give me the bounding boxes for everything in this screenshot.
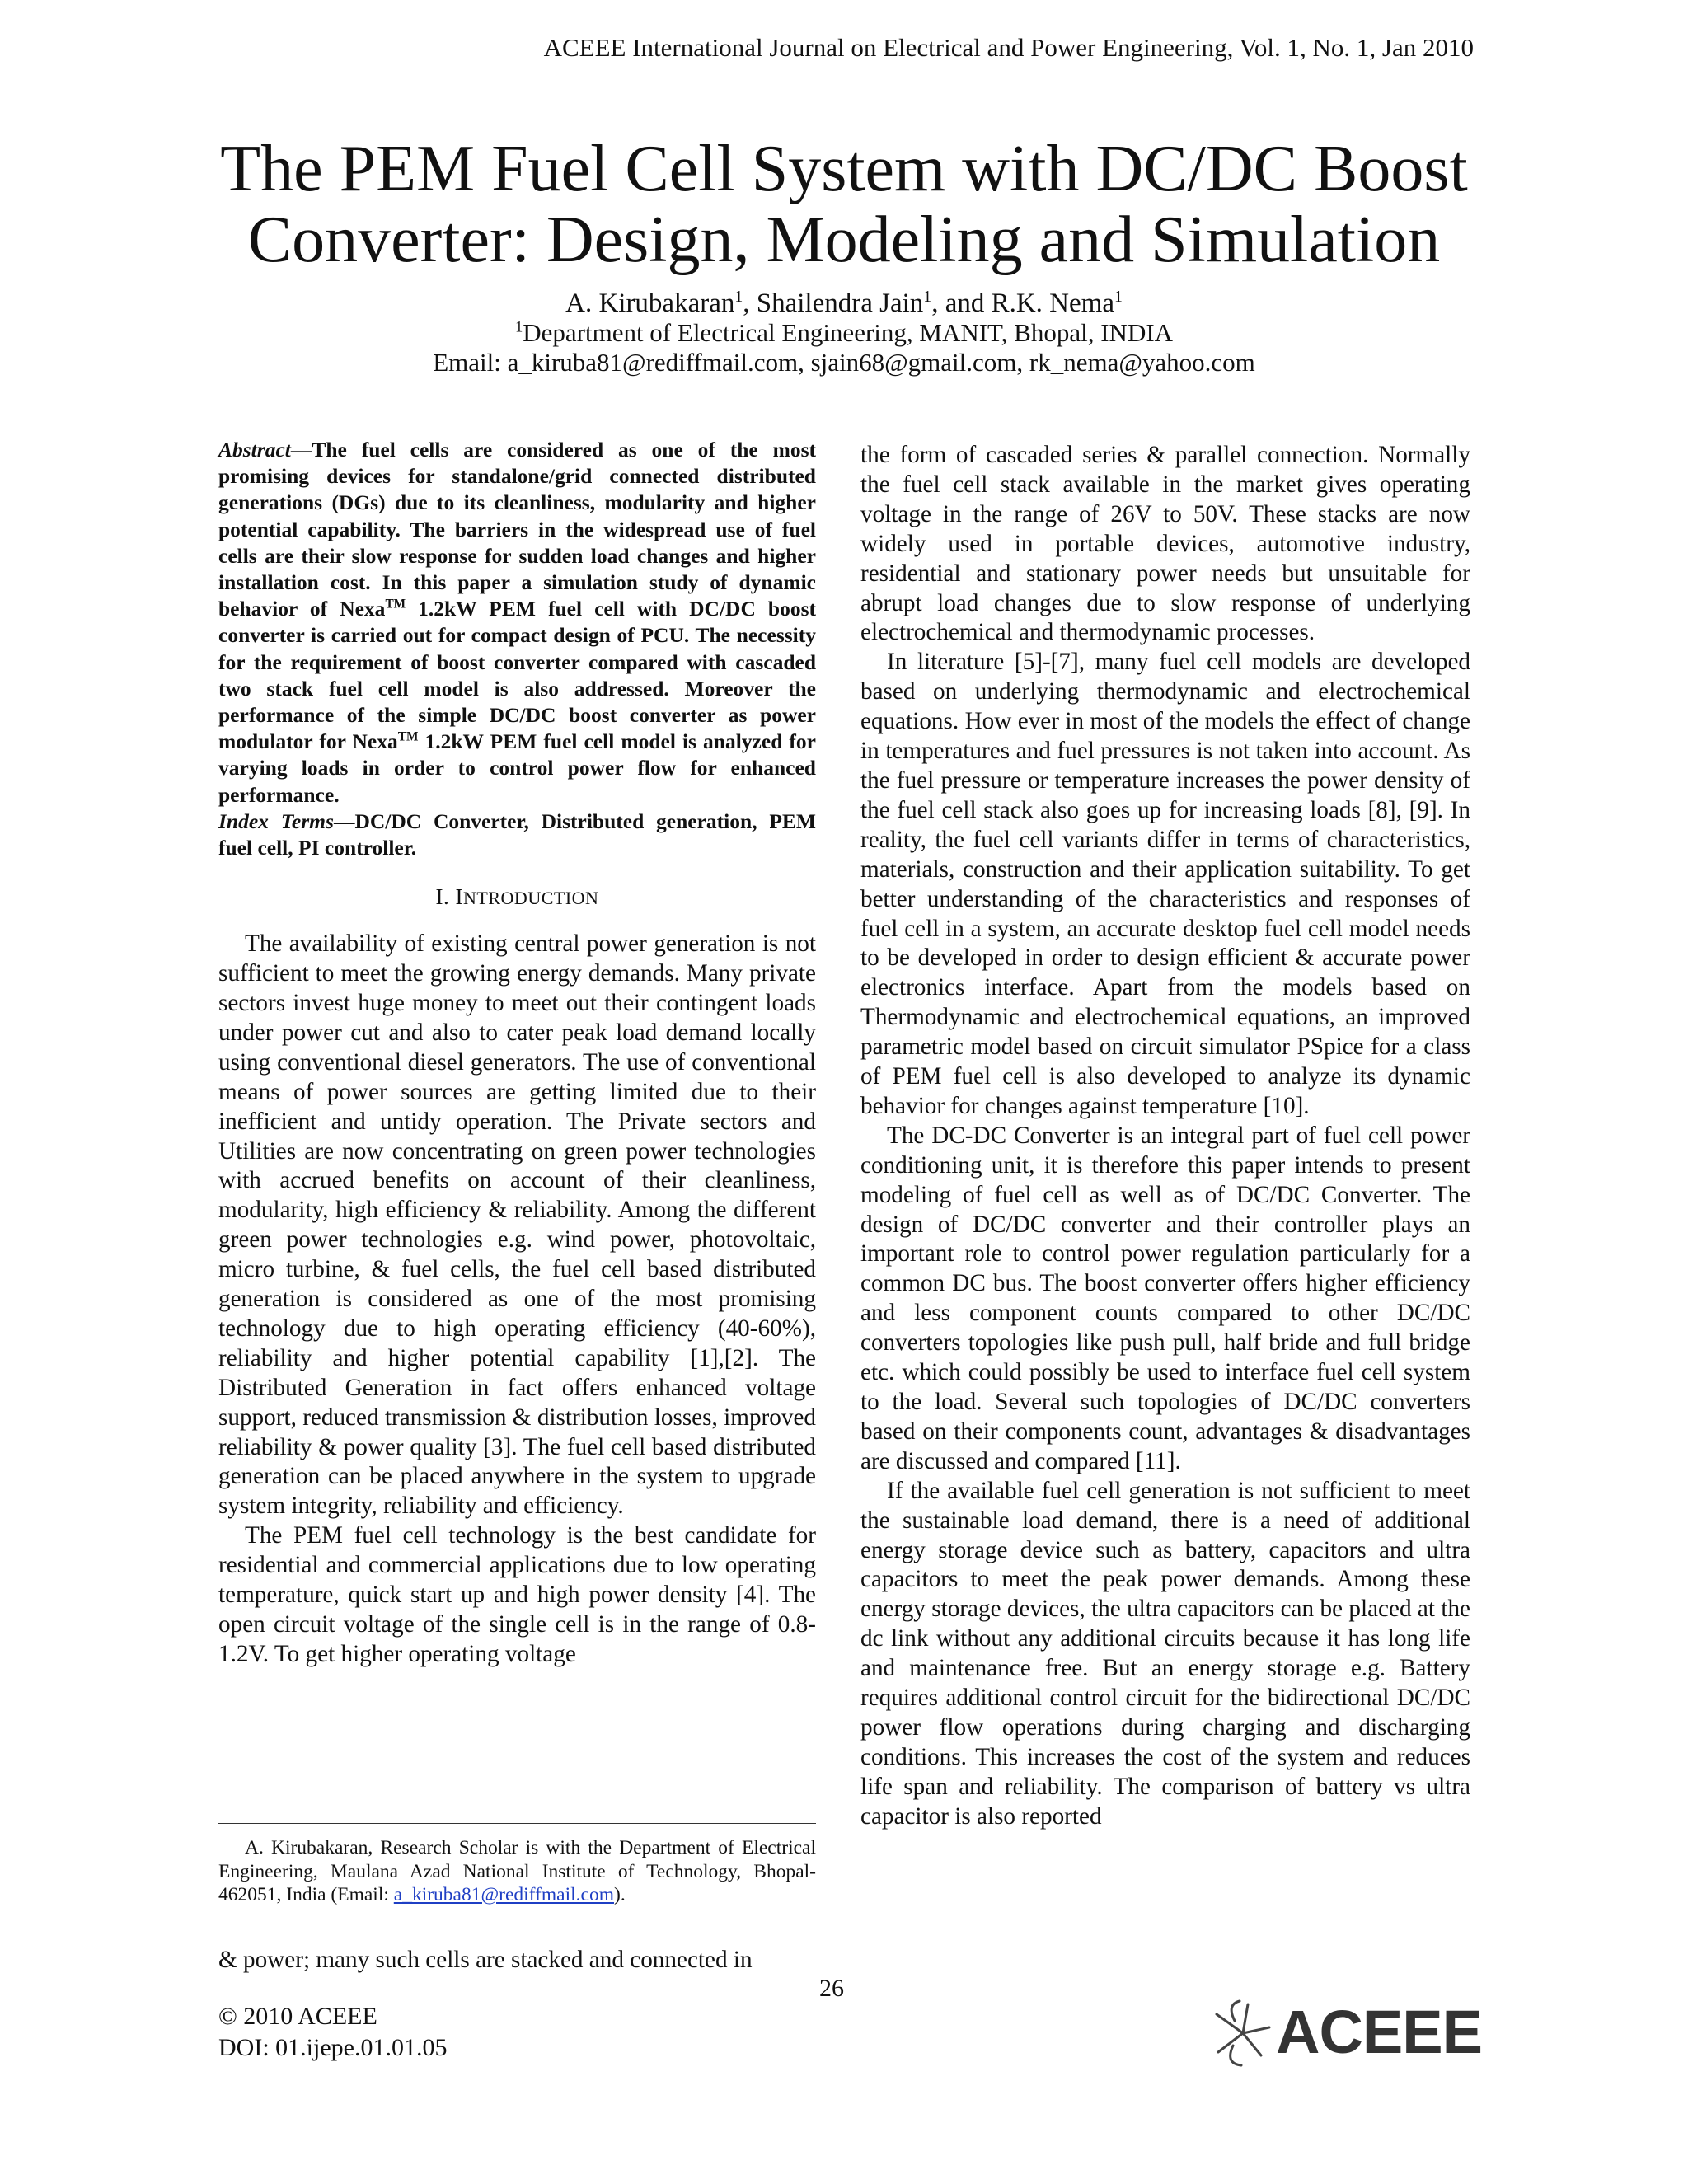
section-title: NTRODUCTION [463, 888, 599, 909]
right-paragraph-4: If the available fuel cell generation is not sufficient to meet the sustainable load demand, there is a need of additional energy storage device such as battery, capacitors and ultra capacitors to meet the peak power demands. Among these energy storage devices, the ultra capacitors can be placed at the dc link without any additional circuits because it has long life and maintenance free. But an energy storage e.g. Battery requires additional control circuit for the bidirectional DC/DC power flow operations during charging and discharging conditions. This increases the cost of the system and reduces life span and reliability. The comparison of battery vs ultra capacitor is also reported [860, 1477, 1470, 1830]
author-affiliation-mark: 1 [923, 288, 932, 306]
author-name: , and R.K. Nema [931, 288, 1114, 318]
index-terms-text: —DC/DC Converter, Distributed generation, PEM fuel cell, PI controller. [218, 808, 816, 860]
abstract [218, 437, 816, 808]
author-affiliation-mark: 1 [1114, 288, 1123, 306]
affiliation-text: Department of Electrical Engineering, MANIT, Bhopal, INDIA [523, 318, 1174, 347]
logo-wordmark: ACEEE [1276, 1998, 1482, 2066]
abstract-text: 1.2kW PEM fuel cell model is analyzed for varying loads in order to control power flow for enhanced performance. [218, 729, 816, 807]
trademark-mark: TM [385, 597, 406, 612]
author-footnote [218, 1836, 816, 1907]
left-column [218, 437, 816, 1670]
abstract-label: Abstract [218, 438, 291, 462]
page-number: 26 [819, 1975, 844, 2002]
index-terms-label: Index Terms [218, 808, 334, 833]
right-paragraph-1: the form of cascaded series & parallel connection. Normally the fuel cell stack available in the market gives operating voltage in the range of 26V to 50V. These stacks are now widely used in portable devices, automotive industry, residential and stationary power needs but unsuitable for abrupt load changes due to slow response of underlying electrochemical and thermodynamic processes. [860, 442, 1470, 646]
footnote-email-link[interactable]: a_kiruba81@rediffmail.com [393, 1884, 614, 1905]
index-terms [218, 808, 816, 861]
author-affiliation-mark: 1 [734, 288, 743, 306]
author-list [0, 288, 1688, 318]
title-line-2: Converter: Design, Modeling and Simulation [247, 204, 1441, 276]
section-initial: I [455, 884, 464, 910]
author-emails: Email: a_kiruba81@rediffmail.com, sjain68@gmail.com, rk_nema@yahoo.com [433, 348, 1255, 377]
trademark-mark: TM [397, 729, 419, 744]
author-name: A. Kirubakaran [565, 288, 735, 318]
right-paragraph-3: The DC-DC Converter is an integral part of fuel cell power conditioning unit, it is therefore this paper intends to present modeling of fuel cell as well as of DC/DC Converter. The design of DC/DC converter and their controller plays an important role to control power regulation particularly for a common DC bus. The boost converter offers higher efficiency and less component counts compared to other DC/DC converters topologies like push pull, half bride and full bridge etc. which could possibly be used to interface fuel cell system to the load. Several such topologies of DC/DC converters based on their components count, advantages & disadvantages are discussed and compared [11]. [860, 1122, 1470, 1474]
section-number: I. [435, 884, 456, 910]
abstract-text: —The fuel cells are considered as one of the most promising devices for standalone/grid connected distributed generations (DGs) due to its cleanliness, modularity and higher potential capability. The barriers in the widespread use of fuel cells are their slow response for sudden load changes and higher installation cost. In this paper a simulation study of dynamic behavior of Nexa [218, 438, 816, 621]
abstract-text: 1.2kW PEM fuel cell with DC/DC boost converter is carried out for compact design of PCU. The necessity for the requirement of boost converter compared with cascaded two stack fuel cell model is also addressed. Moreover the performance of the simple DC/DC boost converter as power modulator for Nexa [218, 597, 816, 754]
footnote-divider [218, 1823, 816, 1824]
affiliation [0, 318, 1688, 348]
section-heading-introduction [218, 883, 816, 913]
intro-paragraph-1: The availability of existing central power generation is not sufficient to meet the growing energy demands. Many private sectors invest huge money to meet out their contingent loads under power cut and also to cater peak load demand locally using conventional diesel generators. The use of conventional means of power sources are getting limited due to their inefficient and untidy operation. The Private sectors and Utilities are now concentrating on green power technologies with accrued benefits on account of their cleanliness, modularity, high efficiency & reliability. Among the different green power technologies e.g. wind power, photovoltaic, micro turbine, & fuel cells, the fuel cell based distributed generation is considered as one of the most promising technology due to high operating efficiency (40-60%), reliability and higher potential capability [1],[2]. The Distributed Generation in fact offers enhanced voltage support, reduced transmission & distribution losses, improved reliability & power quality [3]. The fuel cell based distributed generation can be placed anywhere in the system to upgrade system integrity, reliability and efficiency. [218, 930, 816, 1520]
title-line-1: The PEM Fuel Cell System with DC/DC Boost [220, 133, 1468, 205]
footnote-end: ). [614, 1884, 626, 1905]
right-column [860, 441, 1470, 1832]
intro-paragraph-2: The PEM fuel cell technology is the best candidate for residential and commercial applications due to low operating temperature, quick start up and high power density [4]. The open circuit voltage of the single cell is in the range of 0.8-1.2V. To get higher operating voltage [218, 1522, 816, 1667]
author-name: , Shailendra Jain [743, 288, 924, 318]
footnote-text: A. Kirubakaran, Research Scholar is with the Department of Electrical Engineering, Maulana Azad National Institute of Technology, Bhopal-462051, India (Email: [218, 1837, 816, 1905]
right-paragraph-2: In literature [5]-[7], many fuel cell models are developed based on underlying thermodynamic and electrochemical equations. How ever in most of the models the effect of change in temperatures and fuel pressures is not taken into account. As the fuel pressure or temperature increases the power density of the fuel cell stack also goes up for increasing loads [8], [9]. In reality, the fuel cell variants differ in terms of characteristics, materials, construction and their application suitability. To get better understanding of the characteristics and responses of fuel cell in a system, an accurate desktop fuel cell model needs to be developed in order to design efficient & accurate power electronics interface. Apart from the models based on Thermodynamic and electrochemical equations, an improved parametric model based on circuit simulator PSpice for a class of PEM fuel cell is also developed to analyze its dynamic behavior for changes against temperature [10]. [860, 649, 1470, 1119]
paper-title [0, 134, 1688, 275]
author-block [0, 288, 1688, 377]
journal-header: ACEEE International Journal on Electrical and Power Engineering, Vol. 1, No. 1, Jan 2010 [543, 33, 1474, 62]
affiliation-mark: 1 [514, 318, 523, 336]
copyright-notice: © 2010 ACEEE [218, 2003, 377, 2030]
doi: DOI: 01.ijepe.01.01.05 [218, 2034, 448, 2061]
left-column-tail-text: & power; many such cells are stacked and connected in [218, 1947, 753, 1973]
